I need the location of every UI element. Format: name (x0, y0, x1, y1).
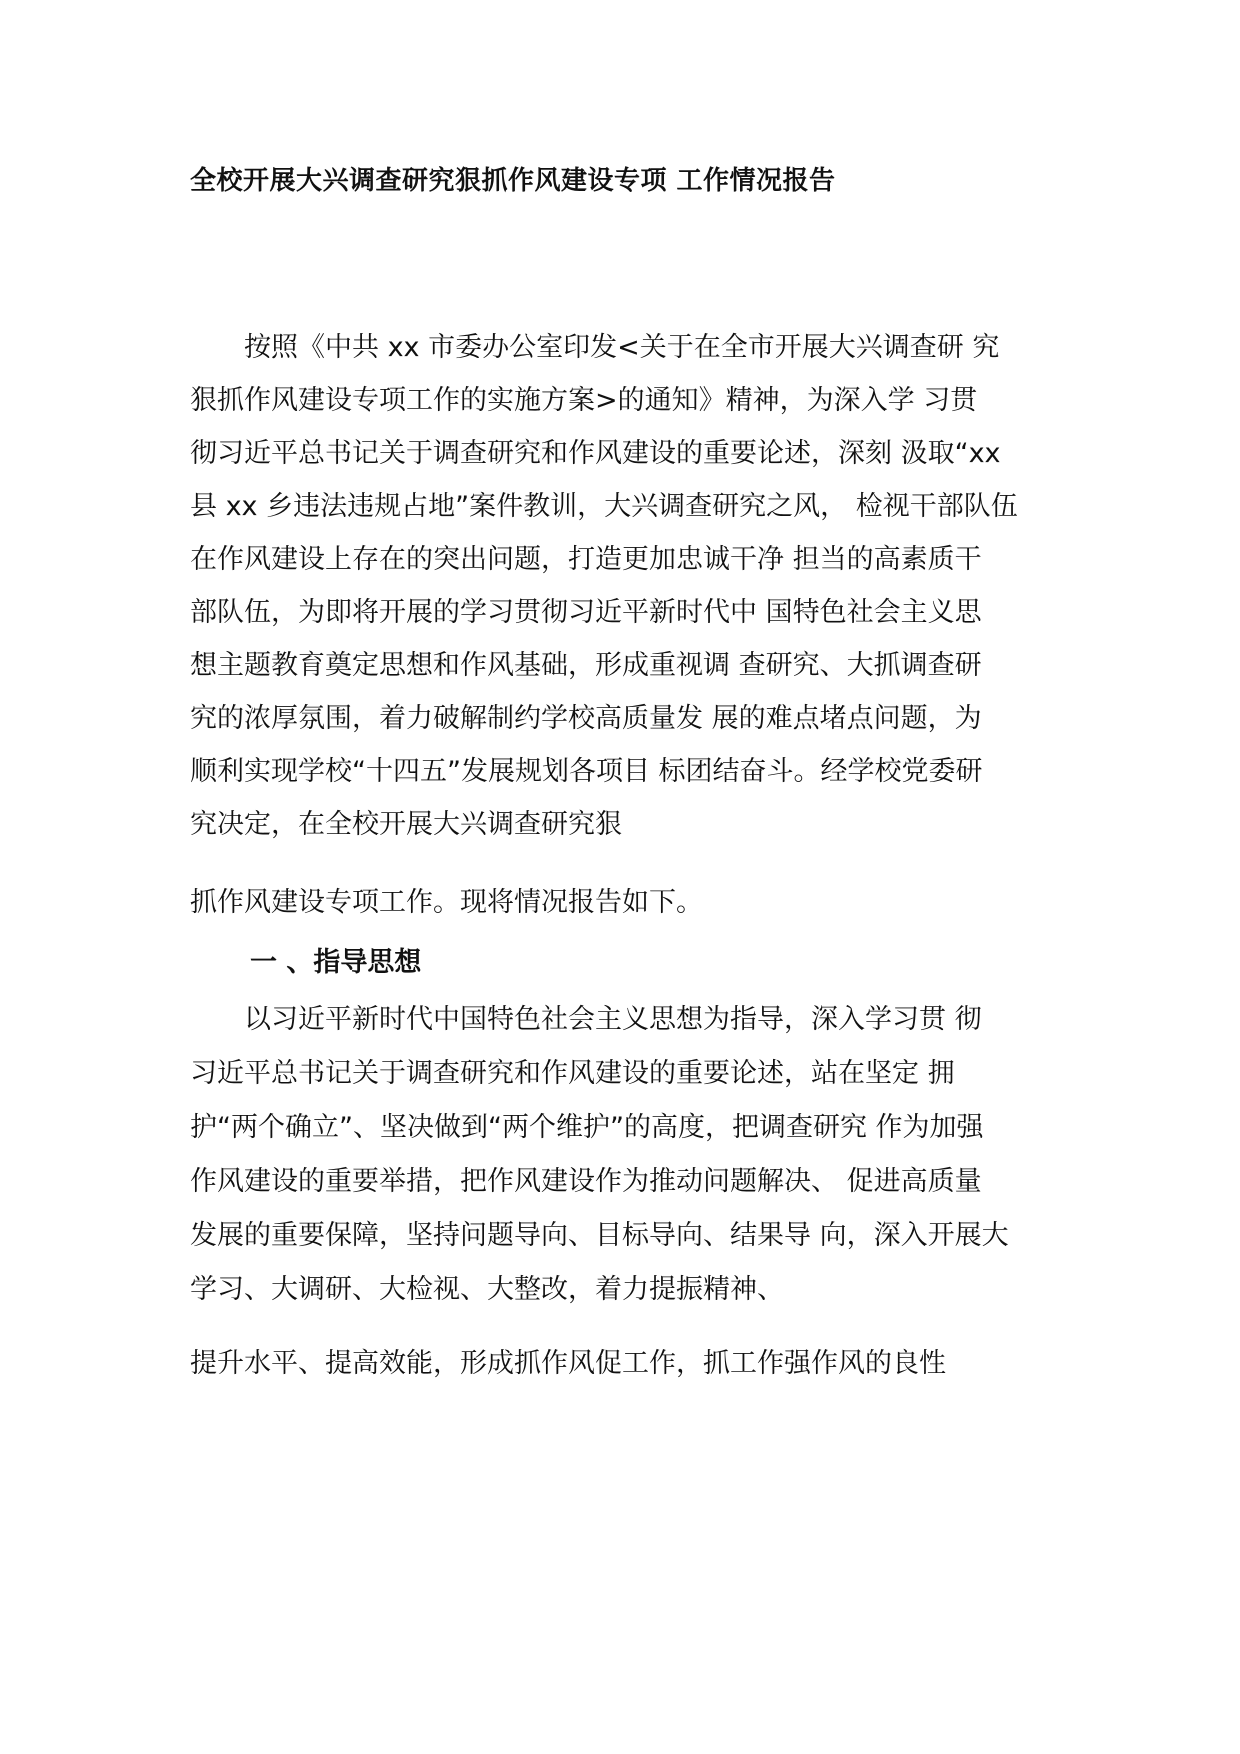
paragraph-2-line: 学习、大调研、大检视、大整改，着力提振精神、 (190, 1274, 784, 1305)
paragraph-1-line: 彻习近平总书记关于调查研究和作风建设的重要论述，深刻 汲取“xx (190, 438, 1001, 469)
paragraph-1-line: 究决定，在全校开展大兴调查研究狠 (190, 809, 622, 840)
paragraph-2-tail: 提升水平、提高效能，形成抓作风促工作，抓工作强作风的良性 (190, 1348, 946, 1379)
paragraph-1-line: 究的浓厚氛围，着力破解制约学校高质量发 展的难点堵点问题，为 (190, 703, 982, 734)
paragraph-1-line: 县 xx 乡违法违规占地”案件教训，大兴调查研究之风， 检视干部队伍 (190, 491, 1018, 522)
paragraph-2-line: 发展的重要保障，坚持问题导向、目标导向、结果导 向，深入开展大 (190, 1220, 1009, 1251)
paragraph-1-line: 想主题教育奠定思想和作风基础，形成重视调 查研究、大抓调查研 (190, 650, 982, 681)
paragraph-1-line: 在作风建设上存在的突出问题，打造更加忠诚干净 担当的高素质干 (190, 544, 982, 575)
paragraph-1-line: 顺利实现学校“十四五”发展规划各项目 标团结奋斗。经学校党委研 (190, 756, 983, 787)
paragraph-1-line: 狠抓作风建设专项工作的实施方案>的通知》精神，为深入学 习贯 (190, 385, 978, 416)
paragraph-2-line: 护“两个确立”、坚决做到“两个维护”的高度，把调查研究 作为加强 (190, 1112, 984, 1143)
paragraph-1-tail: 抓作风建设专项工作。现将情况报告如下。 (190, 887, 703, 918)
paragraph-2-line: 作风建设的重要举措，把作风建设作为推动问题解决、 促进高质量 (190, 1166, 982, 1197)
paragraph-1-line: 按照《中共 xx 市委办公室印发<关于在全市开展大兴调查研 究 (190, 332, 1000, 363)
section-1-heading: 一 、指导思想 (250, 947, 422, 978)
document-title: 全校开展大兴调查研究狠抓作风建设专项 工作情况报告 (190, 166, 836, 196)
paragraph-1-line: 部队伍，为即将开展的学习贯彻习近平新时代中 国特色社会主义思 (190, 597, 982, 628)
paragraph-2-line: 习近平总书记关于调查研究和作风建设的重要论述，站在坚定 拥 (190, 1058, 955, 1089)
paragraph-2-line: 以习近平新时代中国特色社会主义思想为指导，深入学习贯 彻 (190, 1004, 982, 1035)
